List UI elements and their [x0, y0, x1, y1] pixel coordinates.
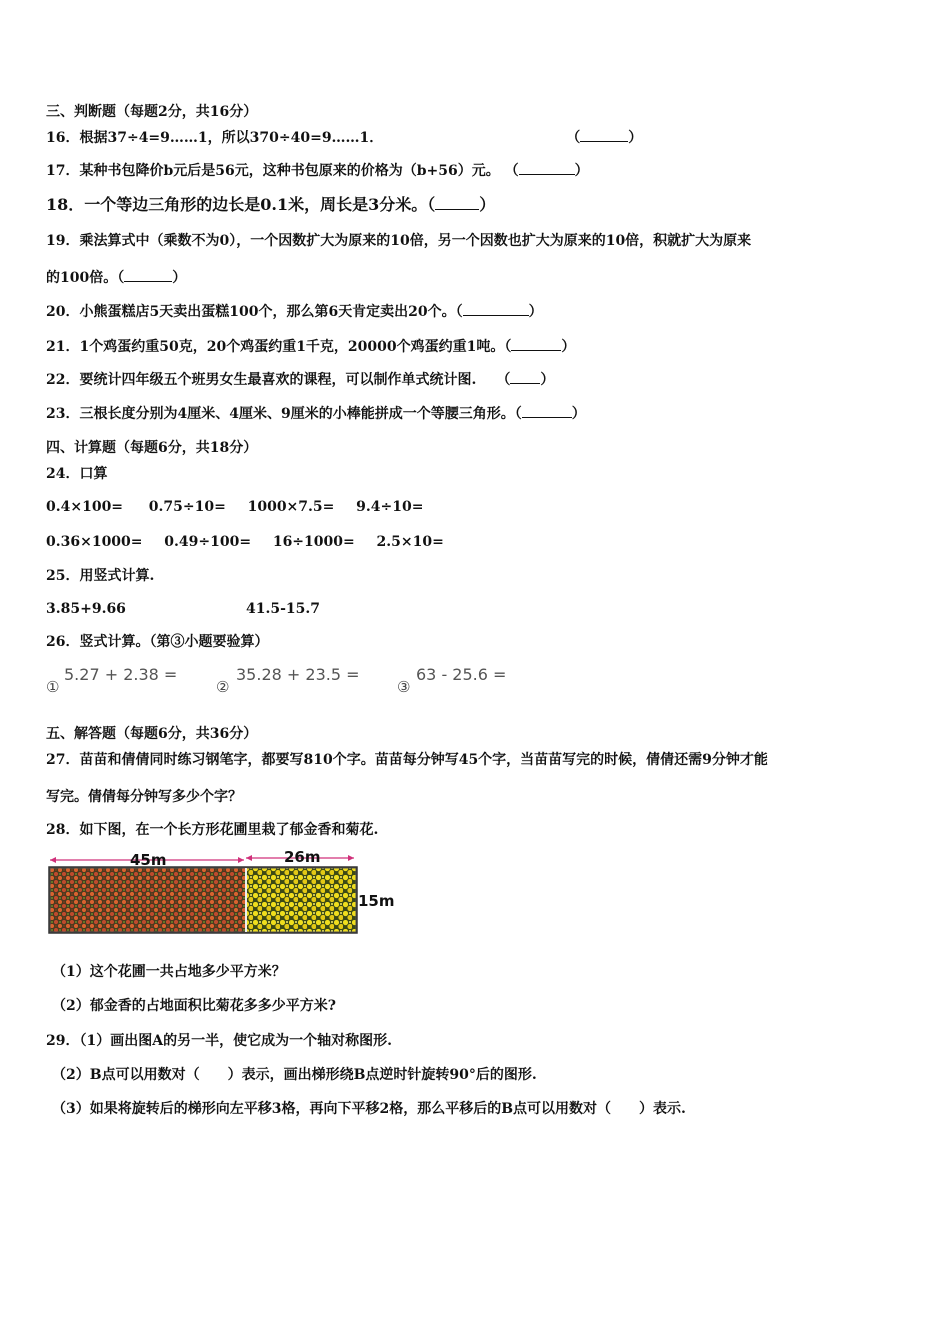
oral-item: 16÷1000= — [272, 534, 355, 550]
oral-row-1 — [46, 497, 423, 517]
arrow-head-icon — [348, 855, 354, 861]
question-20: 20．小熊蛋糕店5天卖出蛋糕100个，那么第6天肯定卖出20个。（ ） — [46, 304, 543, 320]
oral-row-2 — [46, 532, 444, 552]
label-26m: 26m — [284, 848, 321, 866]
question-25: 25．用竖式计算. — [46, 568, 155, 584]
question-29-part-3: （3）如果将旋转后的梯形向左平移3格，再向下平移2格，那么平移后的B点可以用数对（ ）表示. — [52, 1101, 686, 1117]
question-21-text: 21．1个鸡蛋约重50克，20个鸡蛋约重1千克，20000个鸡蛋约重1吨。 — [46, 339, 505, 355]
question-19-line-2: 的100倍。（ ） — [46, 270, 187, 286]
circled-number-1: ① — [46, 678, 60, 696]
circled-number-3: ③ — [397, 678, 411, 696]
oral-item: 2.5×10= — [376, 534, 444, 550]
question-22-text: 22．要统计四年级五个班男女生最喜欢的课程，可以制作单式统计图. — [46, 372, 477, 388]
oral-item: 0.75÷10= — [148, 499, 226, 515]
formula-1: 5.27 + 2.38 = — [64, 665, 178, 684]
question-18-text: 18．一个等边三角形的边长是0.1米，周长是3分米。 — [46, 195, 428, 214]
oral-item: 0.49÷100= — [164, 534, 252, 550]
answer-blank-20[interactable] — [463, 302, 529, 316]
section-4-heading: 四、计算题（每题6分，共18分） — [46, 440, 258, 456]
formula-3: 63 - 25.6 = — [416, 665, 507, 684]
question-26: 26．竖式计算。（第③小题要验算） — [46, 634, 269, 650]
oral-item: 9.4÷10= — [356, 499, 424, 515]
oral-item: 0.36×1000= — [46, 534, 143, 550]
arrow-head-icon — [50, 857, 56, 863]
question-22: 22．要统计四年级五个班男女生最喜欢的课程，可以制作单式统计图. （ ） — [46, 372, 555, 388]
answer-blank-18[interactable] — [435, 196, 479, 210]
answer-blank-17[interactable] — [519, 161, 575, 175]
question-21: 21．1个鸡蛋约重50克，20个鸡蛋约重1千克，20000个鸡蛋约重1吨。（ ） — [46, 339, 576, 355]
question-25-item-1: 3.85+9.66 — [46, 601, 126, 617]
question-18: 18．一个等边三角形的边长是0.1米，周长是3分米。（ ） — [46, 195, 496, 214]
formula-2: 35.28 + 23.5 = — [236, 665, 360, 684]
question-16: 16．根据37÷4=9……1，所以370÷40=9……1． （ ） — [46, 130, 643, 146]
question-25-item-2: 41.5-15.7 — [246, 601, 321, 617]
question-23: 23．三根长度分别为4厘米、4厘米、9厘米的小棒能拼成一个等腰三角形。（ ） — [46, 406, 586, 422]
question-29-part-1: 29．（1）画出图A的另一半，使它成为一个轴对称图形. — [46, 1033, 392, 1049]
question-16-text: 16．根据37÷4=9……1，所以370÷40=9……1． — [46, 130, 384, 146]
chrysanthemum-bed — [246, 868, 356, 932]
oral-item: 1000×7.5= — [247, 499, 335, 515]
tulip-bed — [50, 868, 246, 932]
answer-blank-22[interactable] — [510, 370, 540, 384]
question-17-text: 17．某种书包降价b元后是56元，这种书包原来的价格为（b+56）元。 — [46, 163, 500, 179]
answer-blank-19[interactable] — [124, 268, 172, 282]
answer-blank-23[interactable] — [522, 404, 572, 418]
question-28-part-2: （2）郁金香的占地面积比菊花多多少平方米? — [52, 998, 336, 1014]
label-45m: 45m — [130, 851, 167, 869]
answer-blank-21[interactable] — [511, 337, 561, 351]
question-20-text: 20．小熊蛋糕店5天卖出蛋糕100个，那么第6天肯定卖出20个。 — [46, 304, 456, 320]
question-19-text: 的100倍。 — [46, 270, 118, 286]
question-28: 28．如下图，在一个长方形花圃里栽了郁金香和菊花. — [46, 822, 379, 838]
question-27-line-2: 写完。倩倩每分钟写多少个字？ — [46, 789, 242, 805]
question-29-part-2: （2）B点可以用数对（ ）表示，画出梯形绕B点逆时针旋转90°后的图形. — [52, 1067, 537, 1083]
circled-number-2: ② — [216, 678, 230, 696]
answer-blank-16[interactable] — [580, 128, 628, 142]
oral-item: 0.4×100= — [46, 499, 124, 515]
question-17: 17．某种书包降价b元后是56元，这种书包原来的价格为（b+56）元。 （ ） — [46, 163, 589, 179]
label-15m: 15m — [358, 892, 395, 910]
arrow-head-icon — [238, 857, 244, 863]
question-28-part-1: （1）这个花圃一共占地多少平方米？ — [52, 964, 286, 980]
section-5-heading: 五、解答题（每题6分，共36分） — [46, 726, 258, 742]
garden-figure — [46, 848, 406, 938]
question-27-line-1: 27．苗苗和倩倩同时练习钢笔字，都要写810个字。苗苗每分钟写45个字，当苗苗写完的时候，倩倩还需9分钟才能 — [46, 752, 768, 768]
section-3-heading: 三、判断题（每题2分，共16分） — [46, 104, 258, 120]
question-23-text: 23．三根长度分别为4厘米、4厘米、9厘米的小棒能拼成一个等腰三角形。 — [46, 406, 515, 422]
arrow-head-icon — [246, 855, 252, 861]
question-19-line-1: 19．乘法算式中（乘数不为0），一个因数扩大为原来的10倍，另一个因数也扩大为原来的10倍，积就扩大为原来 — [46, 233, 752, 249]
question-24: 24．口算 — [46, 466, 108, 482]
